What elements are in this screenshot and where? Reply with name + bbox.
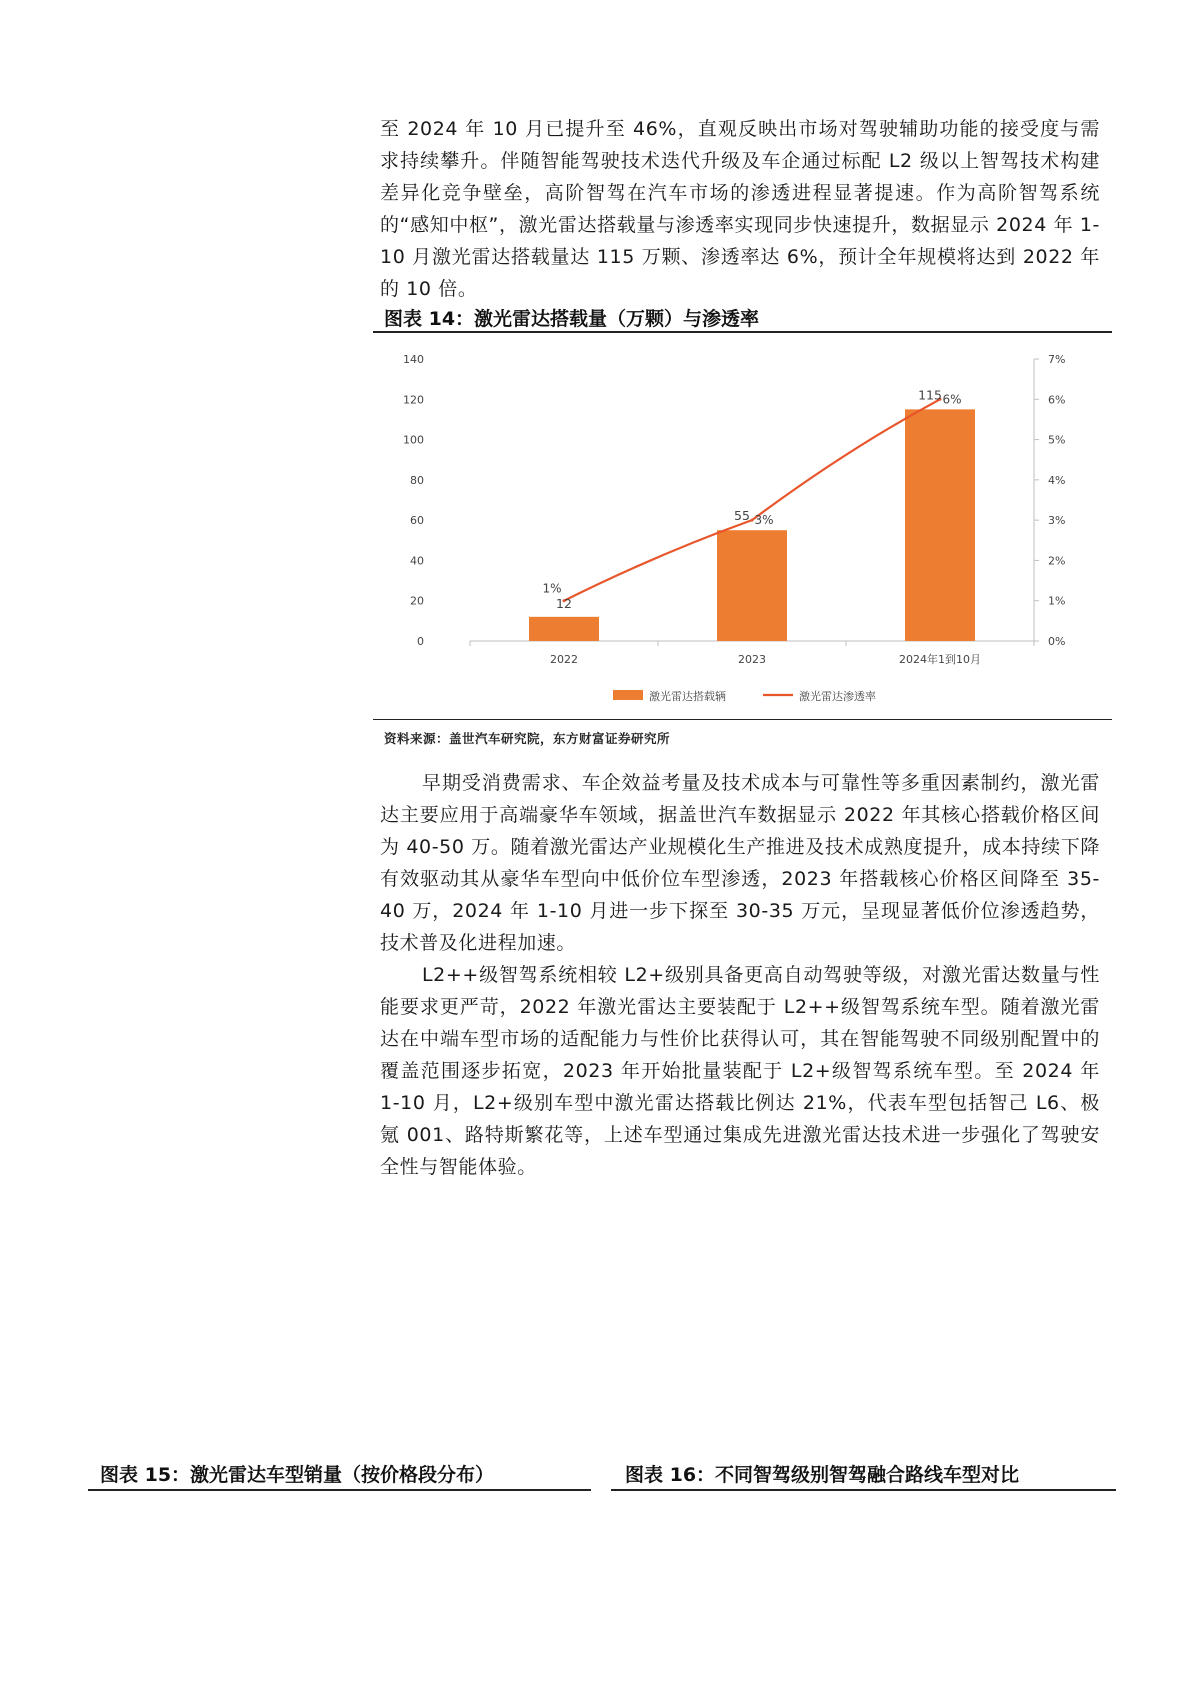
right-y-tick-label: 1%	[1048, 594, 1066, 608]
right-y-tick-label: 6%	[1048, 393, 1066, 407]
figure-15-rule	[88, 1489, 591, 1491]
right-y-tick-label: 3%	[1048, 514, 1066, 528]
x-tick-label: 2024年1到10月	[899, 653, 981, 666]
bar-2023	[717, 530, 787, 641]
right-y-tick-label: 2%	[1048, 554, 1066, 568]
figure-16-title: 图表 16：不同智驾级别智驾融合路线车型对比	[625, 1464, 1020, 1486]
bar-value-label: 12	[556, 595, 572, 611]
left-y-tick-label: 120	[403, 393, 424, 407]
line-value-label: 6%	[942, 392, 962, 407]
left-y-tick-label: 20	[410, 594, 424, 608]
right-y-tick-label: 5%	[1048, 433, 1066, 447]
legend-bar-label: 激光雷达搭载辆	[649, 690, 726, 703]
bar-2024年1到10月	[905, 409, 975, 641]
line-point-2023	[751, 519, 754, 522]
figure-14-bottom-rule	[373, 719, 1112, 720]
figure-14-source: 资料来源：盖世汽车研究院，东方财富证券研究所	[384, 731, 671, 746]
legend-line-label: 激光雷达渗透率	[799, 690, 876, 703]
bar-2022	[529, 617, 599, 641]
bar-value-label: 55	[734, 508, 750, 524]
left-y-tick-label: 140	[403, 353, 424, 366]
paragraph-price-trend: 早期受消费需求、车企效益考量及技术成本与可靠性等多重因素制约，激光雷达主要应用于高端豪华车领域，据盖世汽车数据显示 2022 年其核心搭载价格区间为 40-50 万。随着激光雷达产业规模化生产推进及技术成熟度提升，成本持续下降有效驱动其从豪华车型向中低价位车型渗透，2023 年搭载核心价格区间降至 35-40 万，2024 年 1-10 月进一步下探至 30-35 万元，呈现显著低价位渗透趋势，技术普及化进程加速。	[380, 772, 1100, 954]
left-y-tick-label: 60	[410, 514, 424, 528]
figure-14-title: 图表 14：激光雷达搭载量（万颗）与渗透率	[384, 308, 760, 330]
lidar-chart-svg	[373, 333, 1112, 718]
legend-bar-swatch	[613, 690, 643, 700]
x-tick-label: 2023	[738, 653, 766, 666]
paragraph-l2-levels: L2++级智驾系统相较 L2+级别具备更高自动驾驶等级，对激光雷达数量与性能要求更严苛，2022 年激光雷达主要装配于 L2++级智驾系统车型。随着激光雷达在中端车型市场的适配能力与性价比获得认可，其在智能驾驶不同级别配置中的覆盖范围逐步拓宽，2023 年开始批量装配于 L2+级智驾系统车型。至 2024 年 1-10 月，L2+级别车型中激光雷达搭载比例达 21%，代表车型包括智己 L6、极氪 001、路特斯繁花等，上述车型通过集成先进激光雷达技术进一步强化了驾驶安全性与智能体验。	[380, 964, 1100, 1178]
paragraph-intro: 至 2024 年 10 月已提升至 46%，直观反映出市场对驾驶辅助功能的接受度与需求持续攀升。伴随智能驾驶技术迭代升级及车企通过标配 L2 级以上智驾技术构建差异化竞争壁垒，高阶智驾在汽车市场的渗透进程显著提速。作为高阶智驾系统的“感知中枢”，激光雷达搭载量与渗透率实现同步快速提升，数据显示 2024 年 1-10 月激光雷达搭载量达 115 万颗、渗透率达 6%，预计全年规模将达到 2022 年的 10 倍。	[380, 118, 1100, 300]
figure-15-title: 图表 15：激光雷达车型销量（按价格段分布）	[100, 1464, 495, 1486]
left-y-tick-label: 0	[417, 635, 424, 648]
right-y-tick-label: 0%	[1048, 635, 1066, 648]
figure-16-rule	[611, 1489, 1116, 1491]
x-tick-label: 2022	[550, 653, 578, 666]
line-value-label: 1%	[542, 581, 562, 596]
left-y-tick-label: 40	[410, 554, 424, 568]
right-y-tick-label: 7%	[1048, 353, 1066, 366]
bar-value-label: 115	[918, 387, 942, 403]
right-y-tick-label: 4%	[1048, 473, 1066, 487]
lidar-chart	[373, 333, 1112, 718]
left-y-tick-label: 100	[403, 433, 424, 447]
line-value-label: 3%	[754, 513, 774, 528]
left-y-tick-label: 80	[410, 473, 424, 487]
